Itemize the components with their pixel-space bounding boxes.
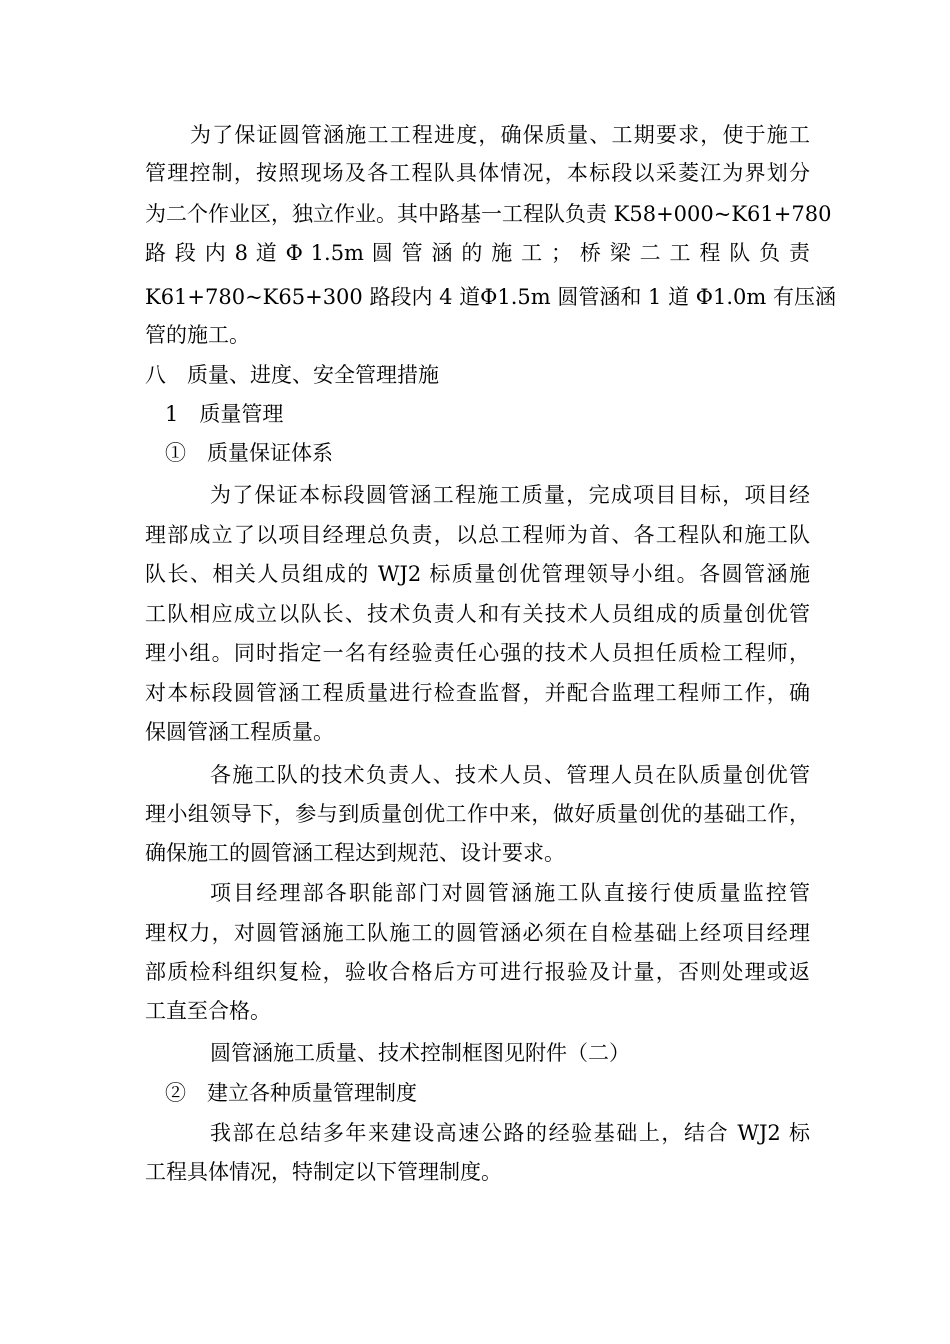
paragraph-1-line-1: 为了保证圆管涵施工工程进度，确保质量、工期要求，使于施工 — [190, 123, 810, 147]
paragraph-1-line-2: 管理控制，按照现场及各工程队具体情况，本标段以采菱江为界划分 — [145, 161, 810, 185]
paragraph-1-line-5: K61+780~K65+300 路段内 4 道Φ1.5m 圆管涵和 1 道 Φ1.0m 有压涵 — [145, 285, 836, 309]
item-heading-management-system: ② 建立各种质量管理制度 — [165, 1081, 417, 1105]
paragraph-2-line-4: 工队相应成立以队长、技术负责人和有关技术人员组成的质量创优管 — [145, 602, 810, 626]
paragraph-4-line-4: 工直至合格。 — [145, 999, 271, 1023]
paragraph-4-line-2: 理权力，对圆管涵施工队施工的圆管涵必须在自检基础上经项目经理 — [145, 921, 810, 945]
paragraph-3-line-3: 确保施工的圆管涵工程达到规范、设计要求。 — [145, 841, 565, 865]
paragraph-2-line-5: 理小组。同时指定一名有经验责任心强的技术人员担任质检工程师， — [145, 641, 810, 665]
paragraph-2-line-6: 对本标段圆管涵工程质量进行检查监督，并配合监理工程师工作，确 — [145, 681, 810, 705]
paragraph-4-line-1: 项目经理部各职能部门对圆管涵施工队直接行使质量监控管 — [210, 881, 810, 905]
paragraph-3-line-1: 各施工队的技术负责人、技术人员、管理人员在队质量创优管 — [210, 763, 810, 787]
paragraph-5-line-1: 我部在总结多年来建设高速公路的经验基础上，结合 WJ2 标 — [210, 1121, 810, 1145]
item-heading-quality-system: ① 质量保证体系 — [165, 441, 333, 465]
paragraph-2-line-7: 保圆管涵工程质量。 — [145, 720, 334, 744]
paragraph-5-line-2: 工程具体情况，特制定以下管理制度。 — [145, 1160, 502, 1184]
paragraph-1-line-6: 管的施工。 — [145, 323, 250, 347]
section-heading-8: 八 质量、进度、安全管理措施 — [145, 363, 439, 387]
paragraph-1-line-4: 路 段 内 8 道 Φ 1.5m 圆 管 涵 的 施 工 ； 桥 梁 二 工 程 队 负 责 — [145, 241, 810, 265]
paragraph-2-line-2: 理部成立了以项目经理总负责，以总工程师为首、各工程队和施工队 — [145, 523, 810, 547]
paragraph-2-line-1: 为了保证本标段圆管涵工程施工质量，完成项目目标，项目经 — [210, 483, 810, 507]
paragraph-4-line-3: 部质检科组织复检，验收合格后方可进行报验及计量，否则处理或返 — [145, 960, 810, 984]
attachment-reference: 圆管涵施工质量、技术控制框图见附件（二） — [210, 1041, 630, 1065]
paragraph-3-line-2: 理小组领导下，参与到质量创优工作中来，做好质量创优的基础工作， — [145, 802, 810, 826]
subsection-heading-1: 1 质量管理 — [165, 402, 284, 426]
paragraph-1-line-3: 为二个作业区，独立作业。其中路基一工程队负责 K58+000~K61+780 — [145, 202, 832, 226]
paragraph-2-line-3: 队长、相关人员组成的 WJ2 标质量创优管理领导小组。各圆管涵施 — [145, 562, 810, 586]
